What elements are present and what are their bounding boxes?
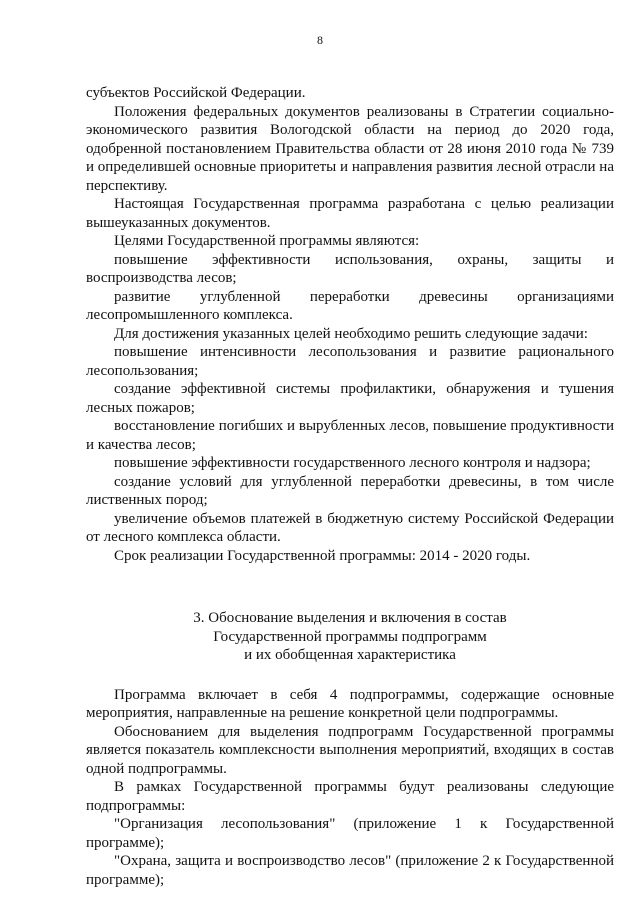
paragraph: Положения федеральных документов реализованы в Стратегии социально-экономического развития Вологодской области на период до 2020 года, одобренной постановлением Правительства области от 28 июня 2010 года № 739 и определившей основные приоритеты и направления развития лесной отрасли на перспективу. [86,103,614,194]
paragraph: Срок реализации Государственной программы: 2014 - 2020 годы. [114,547,531,564]
paragraph: развитие углубленной переработки древесины организациями лесопромышленного комплекса. [86,288,614,323]
paragraph: В рамках Государственной программы будут реализованы следующие подпрограммы: [86,779,614,814]
paragraph: повышение эффективности использования, охраны, защиты и воспроизводства лесов; [86,251,614,286]
page-number: 8 [317,33,323,47]
paragraph: "Организация лесопользования" (приложение 1 к Государственной программе); [86,816,614,851]
section-heading [86,609,614,665]
paragraph: Программа включает в себя 4 подпрограммы, содержащие основные мероприятия, направленные на решение конкретной цели подпрограммы. [86,686,614,721]
paragraph: повышение эффективности государственного лесного контроля и надзора; [114,455,591,471]
paragraph: субъектов Российской Федерации. [86,85,306,101]
paragraphs-top [86,84,614,565]
paragraphs-bottom [86,686,614,890]
section-heading-line-2: Государственной программы подпрограмм [213,628,487,645]
paragraph: Обоснованием для выделения подпрограмм Государственной программы является показатель комплексности выполнения мероприятий, входящих в состав одной подпрограммы. [86,723,614,777]
section-heading-line-3: и их обобщенная характеристика [244,647,456,663]
paragraph: Настоящая Государственная программа разработана с целью реализации вышеуказанных документов. [86,196,614,231]
paragraph: Для достижения указанных целей необходимо решить следующие задачи: [114,325,588,342]
paragraph: восстановление погибших и вырубленных лесов, повышение продуктивности и качества лесов; [86,418,614,453]
document-body [86,84,614,889]
paragraph: создание эффективной системы профилактики, обнаружения и тушения лесных пожаров; [86,381,614,416]
paragraph: создание условий для углубленной переработки древесины, в том числе лиственных пород; [86,473,614,508]
paragraph: повышение интенсивности лесопользования и развитие рационального лесопользования; [86,344,614,379]
paragraph: увеличение объемов платежей в бюджетную систему Российской Федерации от лесного комплекса области. [86,510,614,545]
paragraph: "Охрана, защита и воспроизводство лесов" (приложение 2 к Государственной программе); [86,853,614,888]
paragraph: Целями Государственной программы являются: [114,233,420,249]
section-heading-line-1: 3. Обоснование выделения и включения в состав [193,610,507,626]
